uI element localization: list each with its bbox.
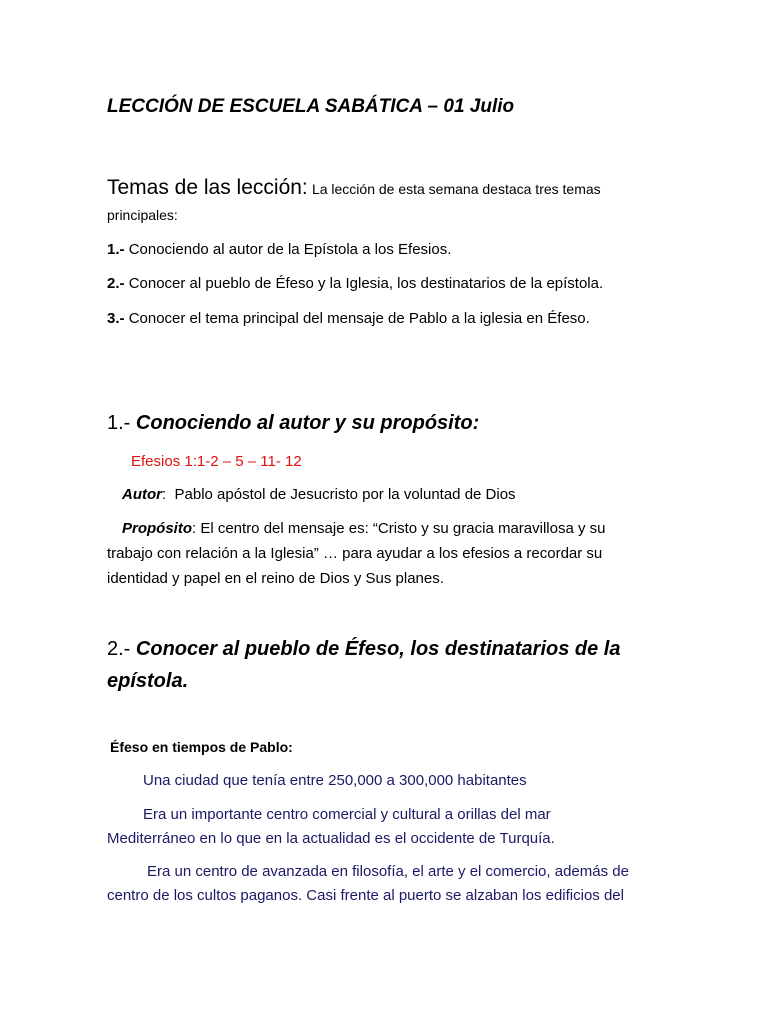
section-1-heading: [107, 412, 479, 435]
section-title: Conociendo al autor y su propósito:: [135, 412, 480, 434]
topic-item: [107, 275, 603, 292]
section-title: epístola.: [107, 670, 189, 692]
section-2-heading: [107, 638, 620, 661]
section-number: 1.-: [107, 412, 131, 434]
purpose-text: : El centro del mensaje es: “Cristo y su gracia maravillosa y su: [192, 520, 606, 537]
topic-number: 3.-: [107, 310, 125, 327]
purpose-text-continued: trabajo con relación a la Iglesia” … para ayudar a los efesios a recordar su: [107, 545, 603, 562]
purpose-text-continued: identidad y papel en el reino de Dios y Sus planes.: [107, 570, 444, 587]
bible-reference: Efesios 1:1-2 – 5 – 11- 12: [131, 453, 302, 470]
topics-heading: Temas de las lección:: [107, 176, 308, 199]
document-title: LECCIÓN DE ESCUELA SABÁTICA – 01 Julio: [107, 96, 515, 117]
paragraph: Una ciudad que tenía entre 250,000 a 300,000 habitantes: [143, 772, 527, 789]
section-title: Conocer al pueblo de Éfeso, los destinatarios de la: [135, 638, 621, 660]
topic-text: Conociendo al autor de la Epístola a los Efesios.: [128, 241, 452, 258]
topics-intro: La lección de esta semana destaca tres temas: [311, 181, 601, 197]
topic-text: Conocer el tema principal del mensaje de Pablo a la iglesia en Éfeso.: [128, 310, 590, 327]
topics-intro-continued: principales:: [107, 207, 178, 223]
topic-number: 1.-: [107, 241, 125, 258]
topic-number: 2.-: [107, 275, 125, 292]
paragraph-continued: Mediterráneo en lo que en la actualidad es el occidente de Turquía.: [107, 830, 555, 847]
subheading: Éfeso en tiempos de Pablo:: [110, 739, 293, 755]
author-text: Pablo apóstol de Jesucristo por la voluntad de Dios: [174, 486, 516, 503]
topic-text: Conocer al pueblo de Éfeso y la Iglesia, los destinatarios de la epístola.: [128, 275, 604, 292]
topic-item: [107, 241, 451, 258]
section-number: 2.-: [107, 638, 131, 660]
paragraph: Era un importante centro comercial y cultural a orillas del mar: [143, 806, 551, 823]
topics-heading-line: [107, 176, 601, 200]
author-label: Autor: [122, 486, 162, 503]
purpose-line: [122, 520, 606, 537]
topic-item: [107, 310, 590, 327]
paragraph-continued: centro de los cultos paganos. Casi frente al puerto se alzaban los edificios del: [107, 887, 624, 904]
paragraph: Era un centro de avanzada en filosofía, el arte y el comercio, además de: [147, 863, 629, 880]
section-2-heading-continued: [107, 670, 188, 693]
author-line: Autor: Pablo apóstol de Jesucristo por la voluntad de Dios: [122, 486, 516, 503]
purpose-label: Propósito: [122, 520, 192, 537]
